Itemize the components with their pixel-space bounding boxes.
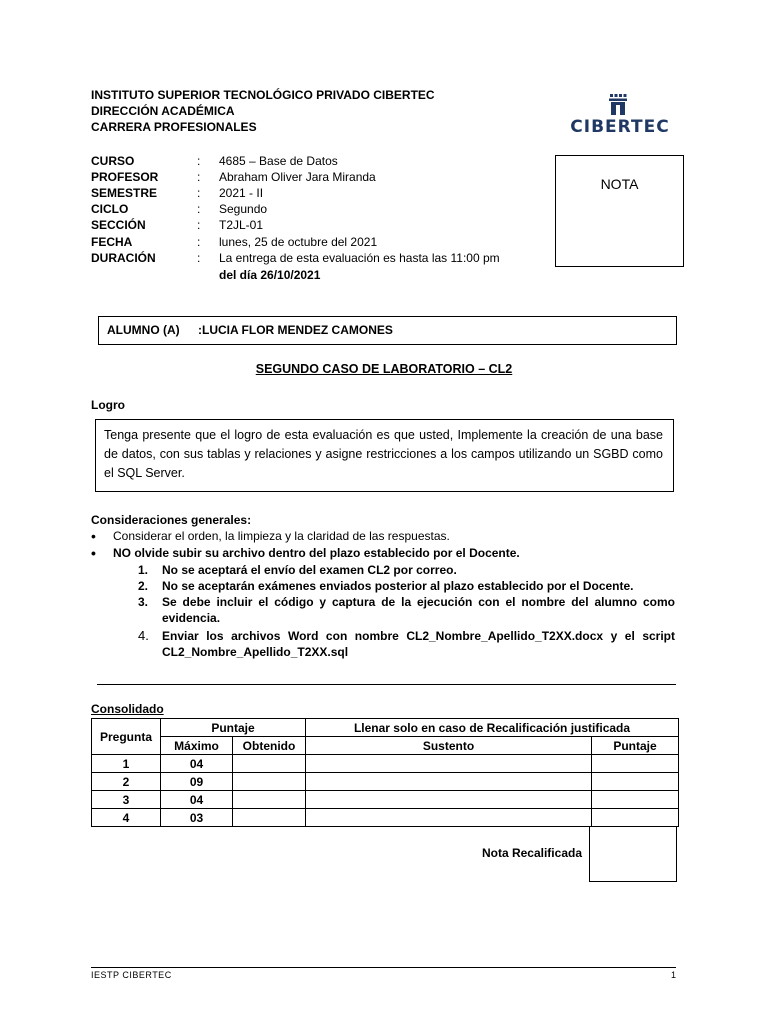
grade-box [555,155,684,267]
exam-title: SEGUNDO CASO DE LABORATORIO – CL2 [255,362,513,376]
header-question: Pregunta [92,719,161,755]
institute-name: INSTITUTO SUPERIOR TECNOLÓGICO PRIVADO CIBERTEC [91,88,435,102]
grade-label: NOTA [600,176,639,192]
score-cell[interactable] [592,755,679,773]
considerations-heading: Consideraciones generales: [91,513,252,527]
subheader-support: Sustento [306,737,592,755]
info-label: FECHA [91,235,133,249]
score-cell[interactable] [592,809,679,827]
career-line: CARRERA PROFESIONALES [91,120,257,134]
max-cell: 03 [161,809,233,827]
considerations-numbered [138,562,675,660]
table-row [92,791,679,809]
max-cell: 04 [161,755,233,773]
max-cell: 09 [161,773,233,791]
considerations-bullets [91,528,681,562]
obtained-cell[interactable] [233,773,306,791]
info-label: SECCIÓN [91,218,146,232]
recal-label: Nota Recalificada [481,846,582,860]
divider-line [97,684,676,685]
table-row [92,809,679,827]
info-value: lunes, 25 de octubre del 2021 [219,235,378,249]
logro-box [95,419,674,492]
info-value: La entrega de esta evaluación es hasta las 11:00 pm [219,251,500,265]
max-cell: 04 [161,791,233,809]
question-cell: 1 [92,755,161,773]
table-row [92,773,679,791]
question-cell: 3 [92,791,161,809]
info-separator: : [197,235,201,249]
info-separator: : [197,218,201,232]
info-separator: : [197,186,201,200]
obtained-cell[interactable] [233,791,306,809]
item-text: No se aceptará el envío del examen CL2 por correo. [162,563,457,577]
footer-line [91,967,676,968]
subheader-max: Máximo [161,737,233,755]
academic-direction: DIRECCIÓN ACADÉMICA [91,104,235,118]
bullet-item: • NO olvide subir su archivo dentro del plazo establecido por el Docente. [91,545,681,562]
info-value: 2021 - II [219,186,264,200]
subheader-obtained: Obtenido [233,737,306,755]
item-text: Se debe incluir el código y captura de la ejecución con el nombre del alumno como evidencia. [162,595,675,625]
info-separator: : [197,154,201,168]
page-number: 1 [670,970,676,980]
obtained-cell[interactable] [233,809,306,827]
numbered-item [138,562,675,578]
obtained-cell[interactable] [233,755,306,773]
support-cell[interactable] [306,791,592,809]
info-label: CURSO [91,154,135,168]
footer-institution: IESTP CIBERTEC [91,970,172,980]
consolidated-table [91,718,679,827]
support-cell[interactable] [306,809,592,827]
info-separator: : [197,170,201,184]
table-subheader-row [92,737,679,755]
score-cell[interactable] [592,791,679,809]
student-label: ALUMNO (A) [107,323,180,337]
info-value-continued: del día 26/10/2021 [219,268,321,282]
item-number: 4. [138,628,149,643]
info-value: Segundo [219,202,268,216]
question-cell: 4 [92,809,161,827]
numbered-item [138,594,675,626]
item-number: 3. [138,595,149,609]
numbered-item [138,578,675,594]
info-separator: : [197,202,201,216]
info-value: 4685 – Base de Datos [219,154,338,168]
info-value: T2JL-01 [219,218,264,232]
student-box [98,316,677,345]
student-name: :LUCIA FLOR MENDEZ CAMONES [198,323,393,337]
support-cell[interactable] [306,755,592,773]
consolidated-heading: Consolidado [91,702,164,716]
logro-heading: Logro [91,398,125,412]
cibertec-logo [570,94,670,138]
numbered-item [138,628,675,660]
score-cell[interactable] [592,773,679,791]
info-separator: : [197,251,201,265]
header-recalification: Llenar solo en caso de Recalificación justificada [306,719,679,737]
subheader-score: Puntaje [592,737,679,755]
question-cell: 2 [92,773,161,791]
item-number: 1. [138,563,149,577]
table-row [92,755,679,773]
header-score: Puntaje [161,719,306,737]
item-text: No se aceptarán exámenes enviados posterior al plazo establecido por el Docente. [162,579,634,593]
table-header-row [92,719,679,737]
info-label: DURACIÓN [91,251,156,265]
item-number: 2. [138,579,149,593]
info-label: CICLO [91,202,129,216]
info-value: Abraham Oliver Jara Miranda [219,170,376,184]
info-label: PROFESOR [91,170,159,184]
item-text: Enviar los archivos Word con nombre CL2_Nombre_Apellido_T2XX.docx y el script CL2_Nombre_Apellido_T2XX.sql [162,629,675,659]
logro-text: Tenga presente que el logro de esta evaluación es que usted, Implemente la creación de una base de datos, con sus tablas y relaciones y asigne restricciones a los campos utilizando un SGBD como el SQL Server. [104,428,663,480]
logo-text: CIBERTEC [570,117,670,137]
info-label: SEMESTRE [91,186,158,200]
support-cell[interactable] [306,773,592,791]
bullet-item: • Considerar el orden, la limpieza y la claridad de las respuestas. [91,528,681,545]
recal-grade-box[interactable] [589,826,677,882]
